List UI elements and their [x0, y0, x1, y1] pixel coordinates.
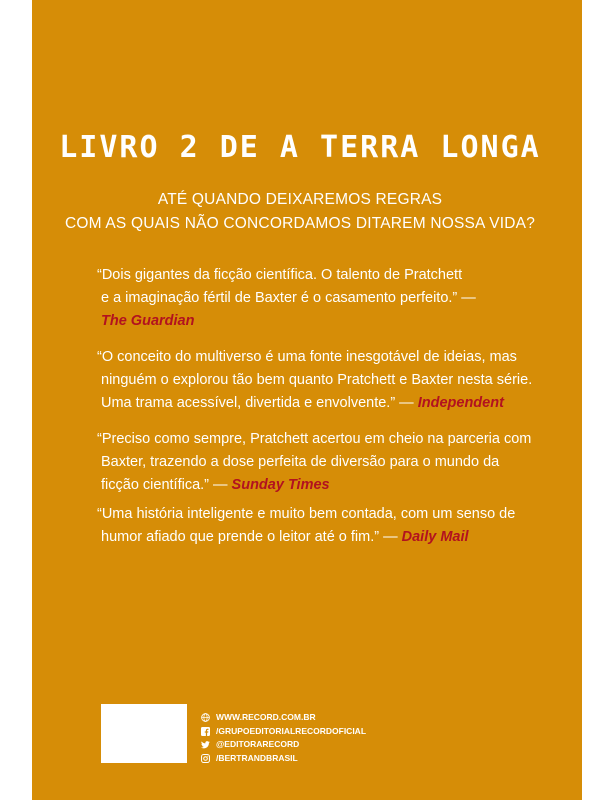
quote-line: “Dois gigantes da ficção científica. O talento de Pratchett: [97, 267, 463, 283]
twitter-icon: [201, 740, 210, 749]
quote-line: Baxter, trazendo a dose perfeita de diversão para o mundo da: [101, 454, 500, 470]
facebook-icon: [201, 727, 210, 736]
series-title: LIVRO 2 DE A TERRA LONGA: [59, 130, 541, 165]
quote-line: “Uma história inteligente e muito bem contada, com um senso de: [97, 506, 516, 522]
quote-line: e a imaginação fértil de Baxter é o casamento perfeito.” —: [101, 290, 476, 306]
link-text: @EDITORARECORD: [216, 739, 300, 749]
quote-line: Uma trama acessível, divertida e envolvente.” —: [101, 395, 418, 411]
quote-source: Daily Mail: [401, 529, 469, 545]
link-text: /BERTRANDBRASIL: [216, 752, 298, 763]
tagline-line: COM AS QUAIS NÃO CONCORDAMOS DITAREM NOSSA VIDA?: [64, 215, 536, 232]
globe-icon: [201, 713, 210, 722]
review-quote-independent: [97, 346, 537, 415]
instagram-icon: [201, 754, 210, 763]
review-quote-daily-mail: [97, 503, 537, 549]
link-instagram[interactable]: [201, 752, 366, 766]
quote-source: Independent: [417, 395, 504, 411]
review-quote-guardian: [97, 264, 537, 333]
review-quote-sunday-times: [97, 428, 537, 497]
link-website[interactable]: [201, 711, 366, 725]
quote-line: “O conceito do multiverso é uma fonte inesgotável de ideias, mas: [97, 349, 517, 365]
quote-source: The Guardian: [101, 313, 195, 329]
publisher-links: [201, 711, 366, 765]
tagline-line: ATÉ QUANDO DEIXAREMOS REGRAS: [157, 191, 443, 208]
quote-line: ficção científica.” —: [101, 477, 232, 493]
quote-line: “Preciso como sempre, Pratchett acertou em cheio na parceria com: [97, 431, 532, 447]
tagline: [0, 188, 600, 236]
quote-line: ninguém o explorou tão bem quanto Pratchett e Baxter nesta série.: [101, 372, 533, 388]
link-text: /GRUPOEDITORIALRECORDOFICIAL: [216, 725, 367, 736]
link-facebook[interactable]: [201, 725, 366, 739]
link-twitter[interactable]: [201, 738, 366, 752]
quote-source: Sunday Times: [231, 477, 330, 493]
barcode-box: [101, 704, 187, 763]
link-text: WWW.RECORD.COM.BR: [216, 712, 316, 722]
quote-line: humor afiado que prende o leitor até o fim.” —: [101, 529, 402, 545]
